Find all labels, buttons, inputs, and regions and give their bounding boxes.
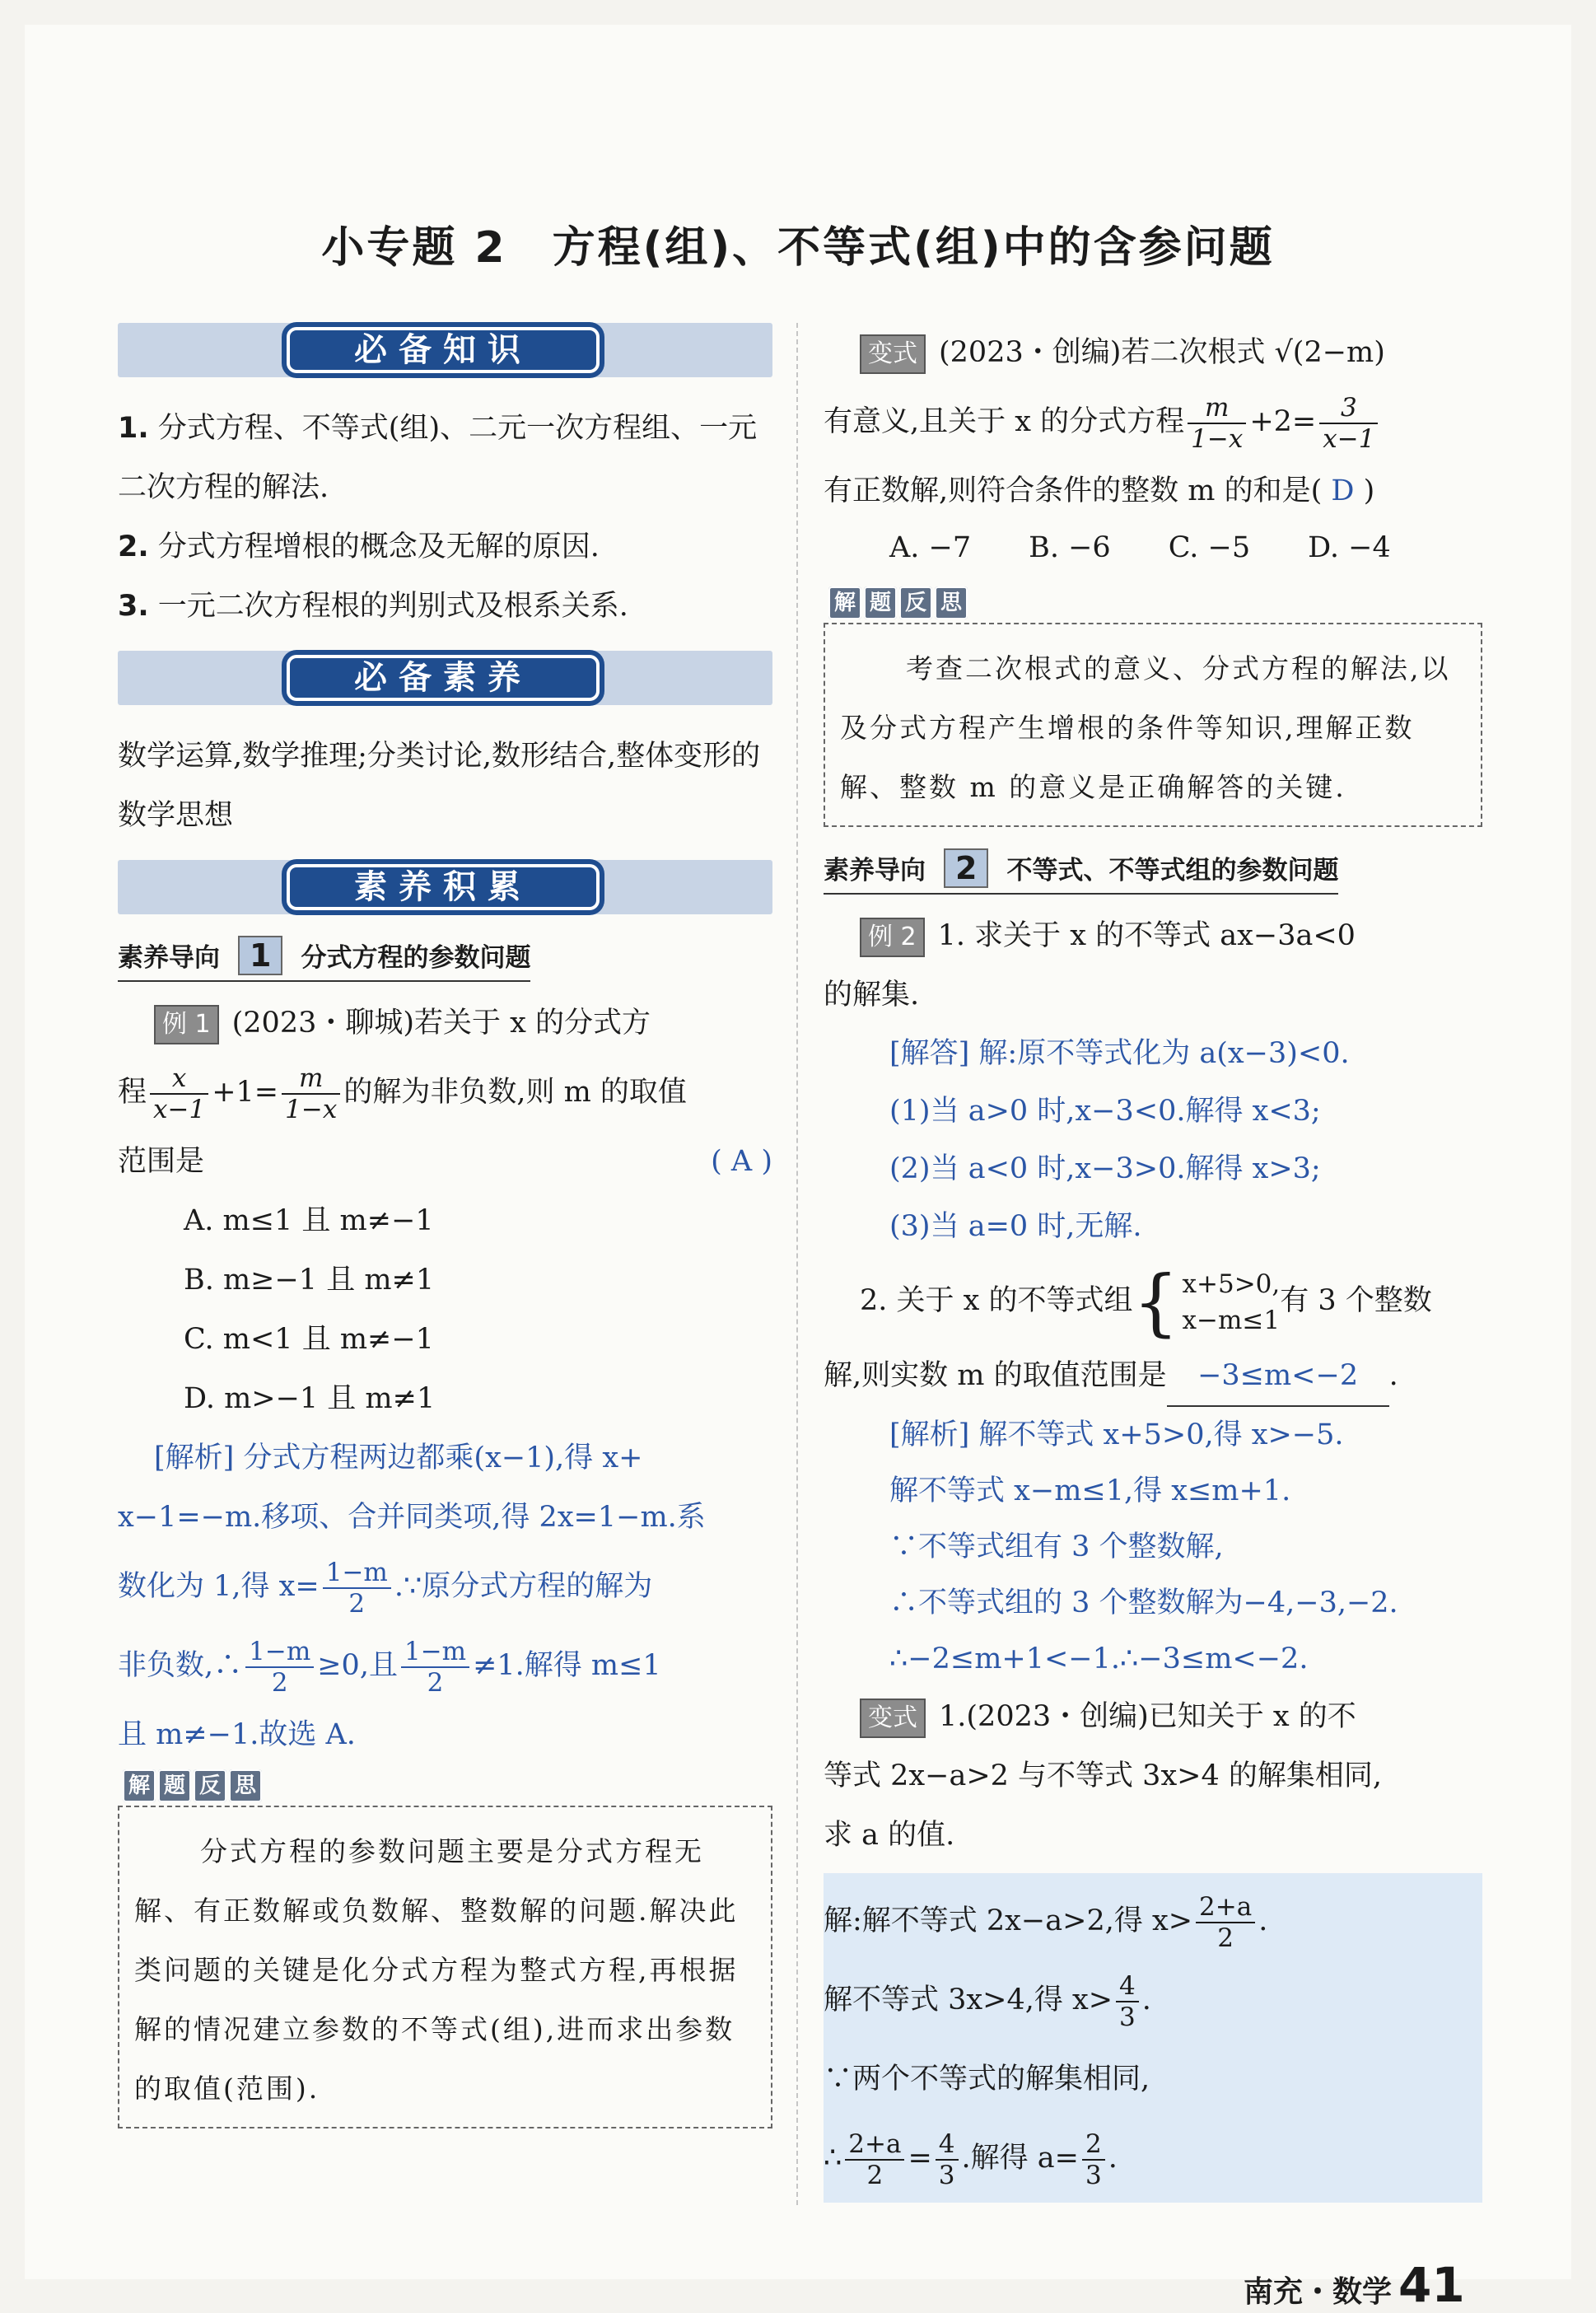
- band-label: 必备知识: [287, 327, 600, 373]
- fraction: $\frac{2+a}{2}$: [845, 2129, 904, 2190]
- solution-line: ∵两个不等式的解集相同,: [824, 2063, 1150, 2096]
- solution-line: 解不等式 3x>4,得 x> $\frac{4}{3}$ .: [824, 1970, 1151, 2032]
- example1-line1: 例 1 (2023・聊城)若关于 x 的分式方: [118, 993, 772, 1053]
- knowledge-item: 1. 分式方程、不等式(组)、二元一次方程组、一元二次方程的解法.: [118, 412, 758, 504]
- example1-equation: 程 $\frac{x}{x-1}$ +1= $\frac{m}{1-x}$ 的解为非负数,则 m 的取值: [118, 1063, 687, 1124]
- fraction: $\frac{4}{3}$: [936, 2129, 959, 2190]
- example2-q1: 例 2 1. 求关于 x 的不等式 ax−3a<0: [824, 906, 1482, 965]
- page-title: 小专题 2 方程(组)、不等式(组)中的含参问题: [321, 223, 1275, 273]
- page-footer: [1244, 2257, 1465, 2313]
- answer-paren: ( A ): [711, 1145, 772, 1178]
- variant1-line1: 变式 (2023・创编)若二次根式 √(2−m): [824, 323, 1482, 382]
- solution-line: ∴ $\frac{2+a}{2}$ = $\frac{4}{3}$ .解得 a= $\frac{2}{3}$ .: [824, 2128, 1118, 2190]
- fraction: $\frac{2}{3}$: [1082, 2129, 1105, 2190]
- fraction: $\frac{1-m}{2}$: [323, 1558, 391, 1619]
- analysis-line: 且 m≠−1.故选 A.: [118, 1718, 356, 1751]
- fraction: $\frac{3}{x-1}$: [1319, 393, 1378, 454]
- analysis-line: 非负数,∴ $\frac{1-m}{2}$ ≥0,且 $\frac{1-m}{2}$ ≠1.解得 m≤1: [118, 1636, 661, 1698]
- option: B. −6: [1029, 531, 1111, 564]
- solution-line: (2)当 a<0 时,x−3>0.解得 x>3;: [889, 1152, 1321, 1185]
- variant-tag: 变式: [860, 334, 926, 374]
- example2-analysis: [824, 1407, 1482, 1687]
- analysis-line: ∴−2≤m+1<−1.∴−3≤m<−2.: [889, 1642, 1309, 1675]
- knowledge-item: 3. 一元二次方程根的判别式及根系关系.: [118, 590, 628, 623]
- option: D. m>−1 且 m≠1: [184, 1382, 436, 1415]
- option: D. −4: [1308, 531, 1391, 564]
- example1-options: [118, 1191, 772, 1428]
- answer-blank: −3≤m<−2: [1167, 1346, 1389, 1407]
- option: B. m≥−1 且 m≠1: [184, 1264, 435, 1297]
- band-label: 必备素养: [287, 655, 600, 701]
- fraction: $\frac{2+a}{2}$: [1196, 1892, 1255, 1953]
- reflect-tag: 解 题 反 思: [123, 1769, 264, 1802]
- column-divider: [796, 323, 798, 2205]
- option: A. m≤1 且 m≠−1: [184, 1204, 434, 1237]
- fraction: $\frac{1-m}{2}$: [401, 1637, 469, 1698]
- guide-number: 1: [238, 936, 282, 975]
- variant2-solution-box: [824, 1873, 1482, 2203]
- reflect-box-2: 考查二次根式的意义、分式方程的解法,以及分式方程产生增根的条件等知识,理解正数解、整数 m 的意义是正确解答的关键.: [824, 623, 1482, 827]
- fraction: $\frac{m}{1-x}$: [1188, 393, 1246, 454]
- guide-number: 2: [944, 848, 988, 888]
- solution-line: 解:解不等式 2x−a>2,得 x> $\frac{2+a}{2}$ .: [824, 1891, 1268, 1953]
- variant-tag: 变式: [860, 1699, 926, 1738]
- variant2-line2: 等式 2x−a>2 与不等式 3x>4 的解集相同,: [824, 1759, 1383, 1792]
- analysis-line: 数化为 1,得 x= $\frac{1-m}{2}$ .∵原分式方程的解为: [118, 1557, 653, 1619]
- analysis-line: ∵不等式组有 3 个整数解,: [889, 1530, 1224, 1563]
- analysis-line: ∴不等式组的 3 个整数解为−4,−3,−2.: [889, 1586, 1398, 1619]
- answer-letter: D: [1331, 474, 1355, 507]
- variant2-line1: 变式 1.(2023・创编)已知关于 x 的不: [824, 1687, 1482, 1746]
- example2-q2: 2. 关于 x 的不等式组 { x+5>0, x−m≤1 有 3 个整数: [860, 1259, 1432, 1344]
- solution-line: [解答] 解:原不等式化为 a(x−3)<0.: [889, 1037, 1350, 1070]
- solution-line: (1)当 a>0 时,x−3<0.解得 x<3;: [889, 1095, 1321, 1128]
- example1-line3: 范围是 ( A ): [118, 1132, 772, 1191]
- page-number: 41: [1398, 2257, 1465, 2313]
- analysis-line: x−1=−m.移项、合并同类项,得 2x=1−m.系: [118, 1501, 706, 1534]
- example-tag: 例 2: [860, 918, 925, 957]
- knowledge-item: 2. 分式方程增根的概念及无解的原因.: [118, 530, 600, 563]
- analysis-line: [解析] 分式方程两边都乘(x−1),得 x+: [154, 1442, 643, 1474]
- analysis-line: [解析] 解不等式 x+5>0,得 x>−5.: [889, 1418, 1344, 1451]
- solution-line: (3)当 a=0 时,无解.: [889, 1210, 1142, 1243]
- reflect-box-1: 分式方程的参数问题主要是分式方程无解、有正数解或负数解、整数解的问题.解决此类问题的关键是化分式方程为整式方程,再根据解的情况建立参数的不等式(组),进而求出参数的取值(范围).: [118, 1806, 772, 2128]
- guide-heading-2: 素养导向 2 不等式、不等式组的参数问题: [824, 848, 1338, 895]
- variant1-line3: 有正数解,则符合条件的整数 m 的和是( D ): [824, 474, 1375, 507]
- option: A. −7: [889, 531, 972, 564]
- option: C. m<1 且 m≠−1: [184, 1323, 434, 1356]
- fraction: $\frac{1-m}{2}$: [245, 1637, 314, 1698]
- right-column: [824, 323, 1482, 2203]
- section-band-knowledge: [118, 323, 772, 377]
- literacy-text: 数学运算,数学推理;分类讨论,数形结合,整体变形的数学思想: [118, 740, 761, 832]
- reflect-tag: 解 题 反 思: [828, 586, 970, 619]
- variant1-options: [824, 521, 1482, 575]
- example1-analysis: [118, 1428, 772, 1764]
- fraction: $\frac{4}{3}$: [1116, 1971, 1139, 2032]
- fraction: $\frac{x}{x-1}$: [150, 1063, 208, 1124]
- publisher-label: 南充・数学: [1244, 2275, 1393, 2309]
- analysis-line: 解不等式 x−m≤1,得 x≤m+1.: [889, 1474, 1291, 1507]
- inequality-system: { x+5>0, x−m≤1: [1132, 1259, 1281, 1344]
- section-band-accumulate: [118, 860, 772, 914]
- example2-q1b: 的解集.: [824, 979, 920, 1012]
- example2-solution: [824, 1025, 1482, 1255]
- guide-heading-1: 素养导向 1 分式方程的参数问题: [118, 936, 530, 982]
- fraction: $\frac{m}{1-x}$: [282, 1063, 340, 1124]
- option: C. −5: [1168, 531, 1251, 564]
- variant2-line3: 求 a 的值.: [824, 1819, 955, 1852]
- band-label: 素养积累: [287, 864, 600, 910]
- section-band-literacy: [118, 651, 772, 705]
- left-column: [118, 323, 772, 2128]
- example-tag: 例 1: [154, 1005, 219, 1044]
- variant1-equation: 有意义,且关于 x 的分式方程 $\frac{m}{1-x}$ +2= $\frac{3}{x-1}$: [824, 382, 1482, 461]
- example2-q2c: 解,则实数 m 的取值范围是 −3≤m<−2 .: [824, 1346, 1482, 1407]
